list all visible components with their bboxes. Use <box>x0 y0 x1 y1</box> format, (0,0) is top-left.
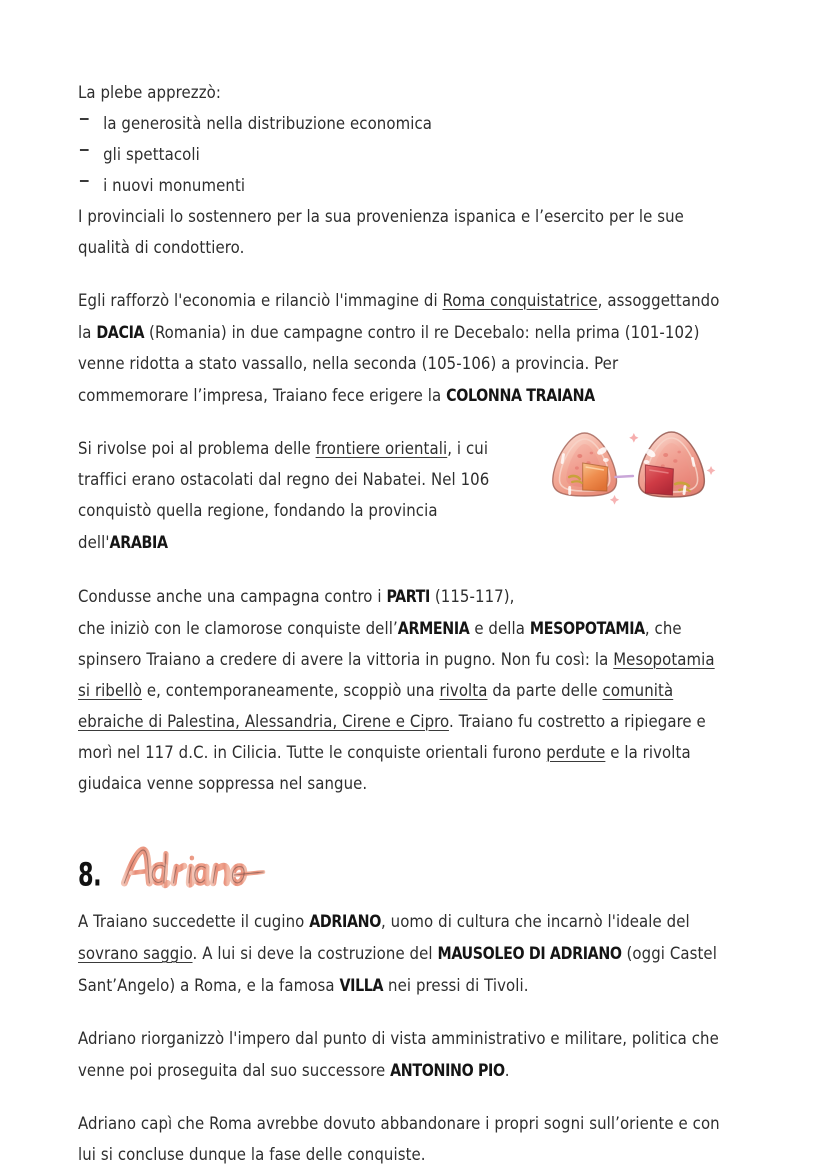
underlined-mesopotamia-ribello: Mesopotamia si ribellò <box>78 650 715 701</box>
text-run: . Traiano fu costretto a ripiegare e morì nel 117 d.C. in Cilicia. Tutte le conquiste orientali furono <box>78 712 706 763</box>
text-run: (Romania) in due campagne contro il re Decebalo: nella prima (101-102) venne ridotta a stato vassallo, nella seconda (105-106) a provincia. Per commemorare l’impresa, Traiano fece erigere la <box>78 323 700 406</box>
text-run: (115-117), <box>429 587 515 607</box>
section-title-script <box>121 845 275 891</box>
text-run: Egli rafforzò l'economia e rilanciò l'immagine di <box>78 291 443 311</box>
text-run: , assoggettando la <box>78 291 720 343</box>
list-item <box>78 109 726 140</box>
spacer <box>78 1087 726 1109</box>
paragraph-parti-line1 <box>78 581 522 613</box>
text-run: , uomo di cultura che incarnò l'ideale del <box>380 912 690 932</box>
text-run: da parte delle <box>487 681 603 701</box>
jelly-blob-sticker-graphic <box>519 411 724 521</box>
list-item-label: i nuovi monumenti <box>103 176 246 196</box>
bold-adriano: ADRIANO <box>309 912 381 931</box>
section-number: 8. <box>78 857 102 895</box>
paragraph-dacia <box>78 286 726 412</box>
page-content <box>78 78 726 1171</box>
bold-colonna-traiana: COLONNA TRAIANA <box>446 386 595 405</box>
adriano-script-graphic <box>121 845 275 891</box>
underlined-perdute: perdute <box>546 743 606 763</box>
underlined-sovrano-saggio: sovrano saggio <box>78 944 193 964</box>
spacer <box>78 264 726 286</box>
text-run: nei pressi di Tivoli. <box>383 976 529 996</box>
spacer <box>78 559 726 581</box>
underlined-comunita-ebraiche: comunità ebraiche di Palestina, Alessandria, Cirene e Cipro <box>78 681 674 732</box>
connector-line <box>616 476 633 477</box>
bold-mausoleo-di-adriano: MAUSOLEO DI ADRIANO <box>437 944 622 963</box>
text-run: Adriano riorganizzò l'impero dal punto di vista amministrativo e militare, politica che venne poi proseguita dal suo successore <box>78 1029 719 1081</box>
jelly-blob-sticker <box>519 411 724 521</box>
underlined-frontiere-orientali: frontiere orientali <box>315 439 448 459</box>
bold-antonino-pio: ANTONINO PIO <box>390 1061 505 1080</box>
text-run: Si rivolse poi al problema delle <box>78 439 316 459</box>
text-run: (oggi Castel Sant’Angelo) a Roma, e la famosa <box>78 944 717 996</box>
list-item-label: la generosità nella distribuzione economica <box>103 114 433 134</box>
text-run: . <box>504 1061 510 1081</box>
list-item <box>78 140 726 171</box>
underlined-roma-conquistatrice: Roma conquistatrice <box>442 291 598 311</box>
text-run: . A lui si deve la costruzione del <box>192 944 438 964</box>
list-item-label: gli spettacoli <box>103 145 200 165</box>
bold-armenia: ARMENIA <box>397 619 470 638</box>
text-run: e della <box>469 619 530 639</box>
text-run: e la rivolta giudaica venne soppressa nel sangue. <box>78 743 691 794</box>
dash-bullet-icon <box>80 118 89 120</box>
section-heading <box>78 840 726 895</box>
bold-parti: PARTI <box>386 587 430 606</box>
text-run: , che spinsero Traiano a credere di avere la vittoria in pugno. Non fu così: la <box>78 619 682 670</box>
bold-villa: VILLA <box>339 976 384 995</box>
list-item <box>78 171 726 202</box>
paragraph-adriano-3: Adriano capì che Roma avrebbe dovuto abbandonare i propri sogni sull’oriente e con lui si concluse dunque la fase delle conquiste. <box>78 1114 720 1165</box>
text-run: e, contemporaneamente, scoppiò una <box>141 681 440 701</box>
paragraph-parti-body <box>78 613 726 800</box>
text-run: A Traiano succedette il cugino <box>78 912 310 932</box>
spacer <box>78 892 726 906</box>
spacer <box>78 800 726 840</box>
paragraph-frontiere <box>78 434 522 559</box>
text-run: Condusse anche una campagna contro i <box>78 587 387 607</box>
dash-bullet-icon <box>80 180 89 182</box>
plebe-benefits-list <box>78 109 726 202</box>
text-run: che iniziò con le clamorose conquiste dell’ <box>78 619 398 639</box>
text-run: , i cui traffici erano ostacolati dal regno dei Nabatei. Nel 106 conquistò quella regione, fondando la provincia dell' <box>78 439 490 553</box>
intro-lead: La plebe apprezzò: <box>78 83 222 103</box>
spacer <box>78 1002 726 1024</box>
dash-bullet-icon <box>80 149 89 151</box>
underlined-rivolta: rivolta <box>439 681 488 701</box>
intro-after-bullets: I provinciali lo sostennero per la sua provenienza ispanica e l’esercito per le sue qualità di condottiero. <box>78 207 684 258</box>
paragraph-adriano-2 <box>78 1024 726 1087</box>
bold-dacia: DACIA <box>96 323 145 342</box>
paragraph-adriano-1 <box>78 906 726 1002</box>
bold-arabia: ARABIA <box>109 533 168 552</box>
bold-mesopotamia: MESOPOTAMIA <box>529 619 645 638</box>
